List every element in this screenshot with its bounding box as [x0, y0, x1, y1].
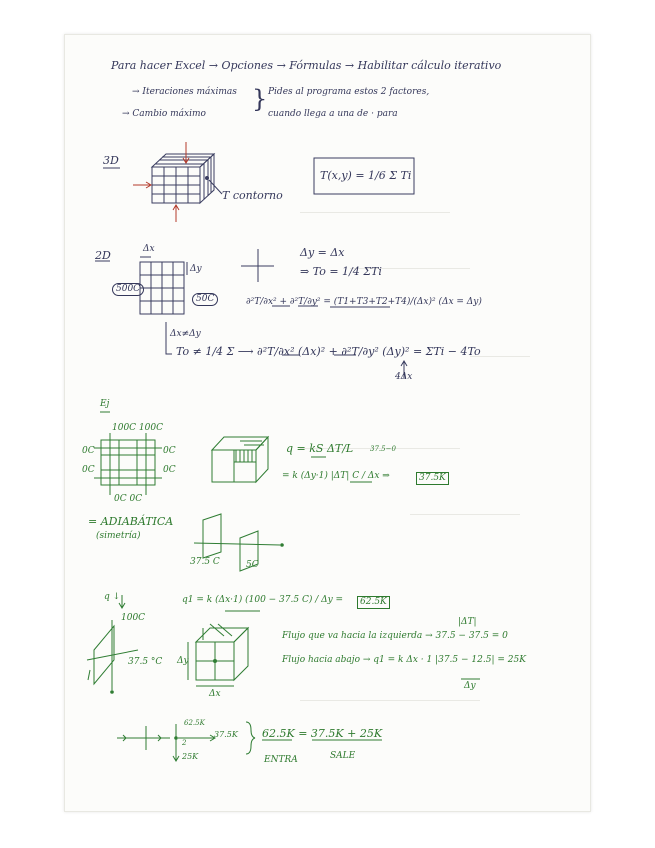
temp-50c: 50C: [192, 293, 218, 306]
adiabatic-label: = ADIABÁTICA: [88, 515, 174, 528]
dy-side-label: Δy: [177, 656, 189, 666]
dx-label: Δx: [143, 244, 155, 254]
bottom-boundary-temps: 0C 0C: [114, 494, 143, 504]
sale-label: SALE: [330, 751, 356, 761]
node-25k: 25K: [182, 752, 199, 761]
symmetry-label: (simetría): [96, 531, 141, 541]
right-boundary-temp-2: 0C: [163, 465, 176, 475]
control-volume-diagram: [188, 624, 248, 686]
header-line-1: Para hacer Excel → Opciones → Fórmulas → Habilitar cálculo iterativo: [111, 59, 502, 72]
eq-conduction-k: = k (Δy·1) |ΔT| C / Δx ⇒: [282, 471, 390, 481]
volume-element-diagram: [212, 437, 268, 482]
eq-laplace: ∂²T/∂x² + ∂²T/∂y² = (T1+T3+T2+T4)/(Δx)² (Δx = Δy): [246, 297, 482, 307]
right-boundary-temp-1: 0C: [163, 446, 176, 456]
temp-5c: 5C: [246, 560, 259, 570]
flux-left: Flujo que va hacia la izquierda → 37.5 − 37.5 = 0: [282, 631, 508, 641]
flux-top-note: |ΔT|: [458, 617, 477, 627]
flux-down: Flujo hacia abajo → q1 = k Δx · 1 |37.5 − 12.5| = 25K: [282, 655, 526, 665]
temp-500c: 500C: [112, 283, 144, 296]
iteraciones-maximas: → Iteraciones máximas: [132, 87, 237, 97]
bracket-label: Δx≠Δy: [170, 329, 201, 339]
brace-symbol: }: [252, 85, 268, 113]
q-flow-label: q ↓: [104, 592, 121, 602]
formula-3d: T(x,y) = 1/6 Σ Ti: [320, 169, 412, 182]
dy-label: Δy: [190, 264, 202, 274]
example-label: Ej: [100, 399, 110, 409]
eq-conduction: q = kS ΔT/L: [286, 442, 354, 455]
brace-note-2: cuando llega a una de · para: [268, 109, 398, 119]
cambio-maximo: → Cambio máximo: [122, 109, 206, 119]
section-3d-label: 3D: [103, 154, 119, 167]
node-37-5k: 37.5K: [214, 730, 238, 739]
t-contorno-label: T contorno: [222, 189, 283, 202]
eq-dy-dx: Δy = Δx: [300, 246, 345, 259]
result-62-5k: 62.5K: [357, 596, 390, 609]
temp-100c: 100C: [121, 613, 146, 623]
section-2d-label: 2D: [95, 249, 111, 262]
eq-to-average: ⇒ To = 1/4 ΣTi: [300, 265, 382, 278]
left-boundary-temp-1: 0C: [82, 446, 95, 456]
eq-unequal-spacing: To ≠ 1/4 Σ ⟶ ∂²T/∂x² (Δx)² + ∂²T/∂y² (Δy)² = ΣTi − 4To: [176, 345, 481, 358]
flux-down-denominator: Δy: [464, 681, 476, 691]
temp-37-5-deg-c: 37.5 °C: [128, 657, 163, 667]
top-boundary-temps: 100C 100C: [112, 423, 163, 433]
delta-t-note: 37.5−0: [370, 445, 396, 453]
eq-q1: q1 = k (Δx·1) (100 − 37.5 C) / Δy =: [182, 595, 344, 605]
result-37-5k: 37.5K: [416, 472, 449, 485]
brace-note-1: Pides al programa estos 2 factores,: [268, 87, 430, 97]
note-4dx: 4Δx: [395, 372, 413, 382]
left-boundary-temp-2: 0C: [82, 465, 95, 475]
temp-37-5c: 37.5 C: [190, 557, 220, 567]
grid-2d-diagram: [140, 257, 187, 314]
boundary-grid-diagram: [94, 433, 162, 495]
energy-balance: 62.5K = 37.5K + 25K: [262, 727, 383, 740]
entra-label: ENTRA: [264, 755, 298, 765]
node-62-5k: 62.5K: [184, 719, 205, 727]
cube-3d-diagram: [133, 142, 222, 222]
node-2-label: 2: [182, 739, 187, 747]
stencil-diagram: [241, 249, 274, 282]
dx-bottom-label: Δx: [209, 689, 221, 699]
